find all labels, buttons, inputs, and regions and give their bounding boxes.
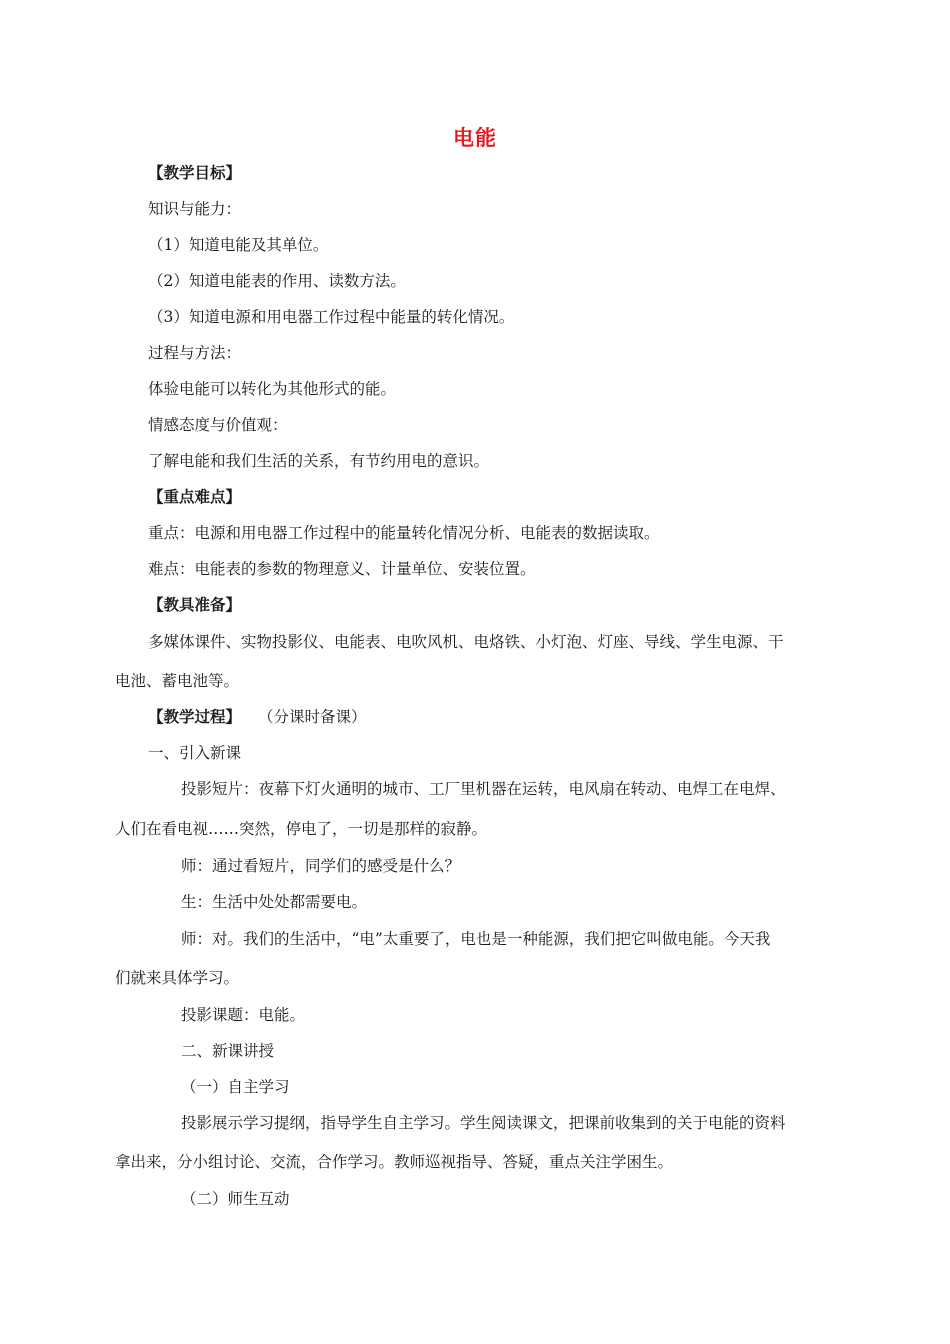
paragraph: （1）知道电能及其单位。	[148, 236, 329, 254]
paragraph: （二）师生互动	[181, 1190, 290, 1208]
paragraph: （一）自主学习	[181, 1078, 290, 1096]
paragraph: 投影课题：电能。	[181, 1006, 306, 1024]
paragraph: 投影短片：夜幕下灯火通明的城市、工厂里机器在运转，电风扇在转动、电焊工在电焊、	[181, 780, 786, 798]
section-heading-process: 【教学过程】	[148, 707, 242, 726]
paragraph: （3）知道电源和用电器工作过程中能量的转化情况。	[148, 308, 515, 326]
paragraph: 难点：电能表的参数的物理意义、计量单位、安装位置。	[148, 560, 536, 578]
paragraph: 电池、蓄电池等。	[115, 672, 240, 690]
paragraph: 师：对。我们的生活中，“电”太重要了，电也是一种能源，我们把它叫做电能。今天我	[181, 930, 771, 948]
paragraph: （2）知道电能表的作用、读数方法。	[148, 272, 406, 290]
paragraph: 拿出来，分小组讨论、交流，合作学习。教师巡视指导、答疑，重点关注学困生。	[115, 1153, 674, 1171]
section-note: （分课时备课）	[258, 708, 367, 726]
paragraph: 一、引入新课	[148, 744, 242, 762]
paragraph: 生：生活中处处都需要电。	[181, 893, 368, 911]
document-title: 电能	[453, 126, 497, 150]
paragraph: 知识与能力：	[148, 200, 242, 218]
paragraph: 过程与方法：	[148, 344, 242, 362]
section-heading-objectives: 【教学目标】	[148, 163, 242, 182]
paragraph: 情感态度与价值观：	[148, 416, 288, 434]
paragraph: 投影展示学习提纲，指导学生自主学习。学生阅读课文，把课前收集到的关于电能的资料	[181, 1114, 786, 1132]
paragraph: 多媒体课件、实物投影仪、电能表、电吹风机、电烙铁、小灯泡、灯座、导线、学生电源、干	[148, 633, 784, 651]
paragraph: 们就来具体学习。	[115, 969, 240, 987]
paragraph: 二、新课讲授	[181, 1042, 275, 1060]
paragraph: 重点：电源和用电器工作过程中的能量转化情况分析、电能表的数据读取。	[148, 524, 660, 542]
paragraph: 师：通过看短片，同学们的感受是什么？	[181, 857, 461, 875]
paragraph: 体验电能可以转化为其他形式的能。	[148, 380, 397, 398]
section-heading-materials: 【教具准备】	[148, 595, 242, 614]
paragraph: 了解电能和我们生活的关系，有节约用电的意识。	[148, 452, 490, 470]
section-heading-key-points: 【重点难点】	[148, 487, 242, 506]
paragraph: 人们在看电视……突然，停电了，一切是那样的寂静。	[115, 820, 488, 838]
